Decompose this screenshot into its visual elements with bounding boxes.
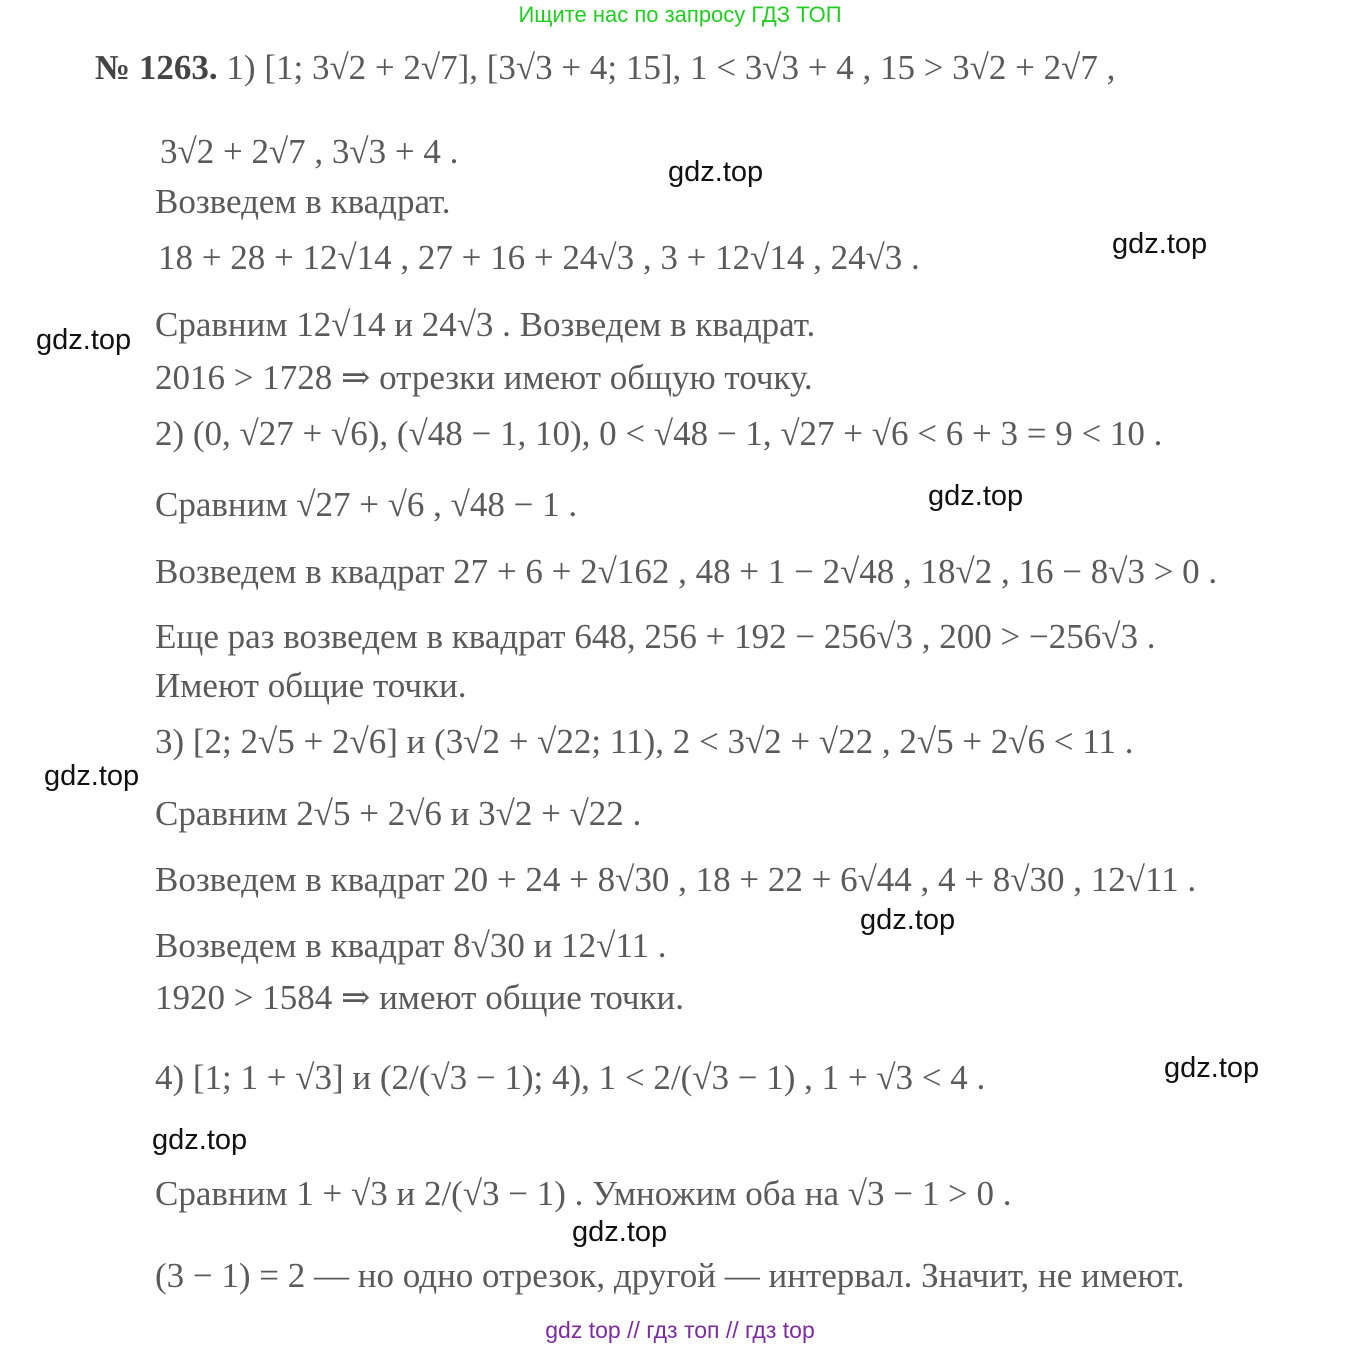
- solution-line-15: Возведем в квадрат 8√30 и 12√11 .: [155, 926, 667, 965]
- solution-line-9: Возведем в квадрат 27 + 6 + 2√162 , 48 + 1 − 2√48 , 18√2 , 16 − 8√3 > 0 .: [155, 552, 1218, 591]
- search-hint-header: Ищите нас по запросу ГДЗ ТОП: [518, 2, 842, 27]
- solution-line-17: 4) [1; 1 + √3] и (2/(√3 − 1); 4), 1 < 2/(√3 − 1) , 1 + √3 < 4 .: [155, 1058, 986, 1097]
- solution-line-18: Сравним 1 + √3 и 2/(√3 − 1) . Умножим оба на √3 − 1 > 0 .: [155, 1174, 1012, 1213]
- solution-line-4: 18 + 28 + 12√14 , 27 + 16 + 24√3 , 3 + 12√14 , 24√3 .: [158, 238, 920, 277]
- watermark: gdz.top: [36, 324, 132, 356]
- solution-line-2: 3√2 + 2√7 , 3√3 + 4 .: [160, 132, 459, 171]
- solution-line-12: 3) [2; 2√5 + 2√6] и (3√2 + √22; 11), 2 < 3√2 + √22 , 2√5 + 2√6 < 11 .: [155, 722, 1134, 761]
- problem-number: № 1263.: [95, 48, 218, 87]
- solution-line-14: Возведем в квадрат 20 + 24 + 8√30 , 18 + 22 + 6√44 , 4 + 8√30 , 12√11 .: [155, 860, 1197, 899]
- watermark: gdz.top: [1112, 228, 1208, 260]
- solution-line-10: Еще раз возведем в квадрат 648, 256 + 192 − 256√3 , 200 > −256√3 .: [155, 617, 1156, 656]
- solution-line-19: (3 − 1) = 2 — но одно отрезок, другой — интервал. Значит, не имеют.: [155, 1256, 1185, 1295]
- solution-line-11: Имеют общие точки.: [155, 666, 467, 705]
- solution-line-8: Сравним √27 + √6 , √48 − 1 .: [155, 485, 578, 524]
- watermark: gdz.top: [928, 480, 1024, 512]
- solution-line-7: 2) (0, √27 + √6), (√48 − 1, 10), 0 < √48 − 1, √27 + √6 < 6 + 3 = 9 < 10 .: [155, 414, 1163, 453]
- watermark: gdz.top: [44, 760, 140, 792]
- solution-line-5: Сравним 12√14 и 24√3 . Возведем в квадрат.: [155, 305, 816, 344]
- solution-line-13: Сравним 2√5 + 2√6 и 3√2 + √22 .: [155, 794, 642, 833]
- watermark: gdz.top: [1164, 1052, 1260, 1084]
- solution-line-16: 1920 > 1584 ⇒ имеют общие точки.: [155, 978, 684, 1017]
- solution-line-3: Возведем в квадрат.: [155, 182, 451, 221]
- watermark: gdz.top: [860, 904, 956, 936]
- footer-links[interactable]: gdz top // гдз топ // гдз top: [545, 1317, 815, 1343]
- watermark: gdz.top: [152, 1124, 248, 1156]
- solution-line-6: 2016 > 1728 ⇒ отрезки имеют общую точку.: [155, 358, 813, 397]
- watermark: gdz.top: [668, 156, 764, 188]
- solution-line-1: № 1263. 1) [1; 3√2 + 2√7], [3√3 + 4; 15], 1 < 3√3 + 4 , 15 > 3√2 + 2√7 ,: [95, 48, 1116, 87]
- watermark: gdz.top: [572, 1216, 668, 1248]
